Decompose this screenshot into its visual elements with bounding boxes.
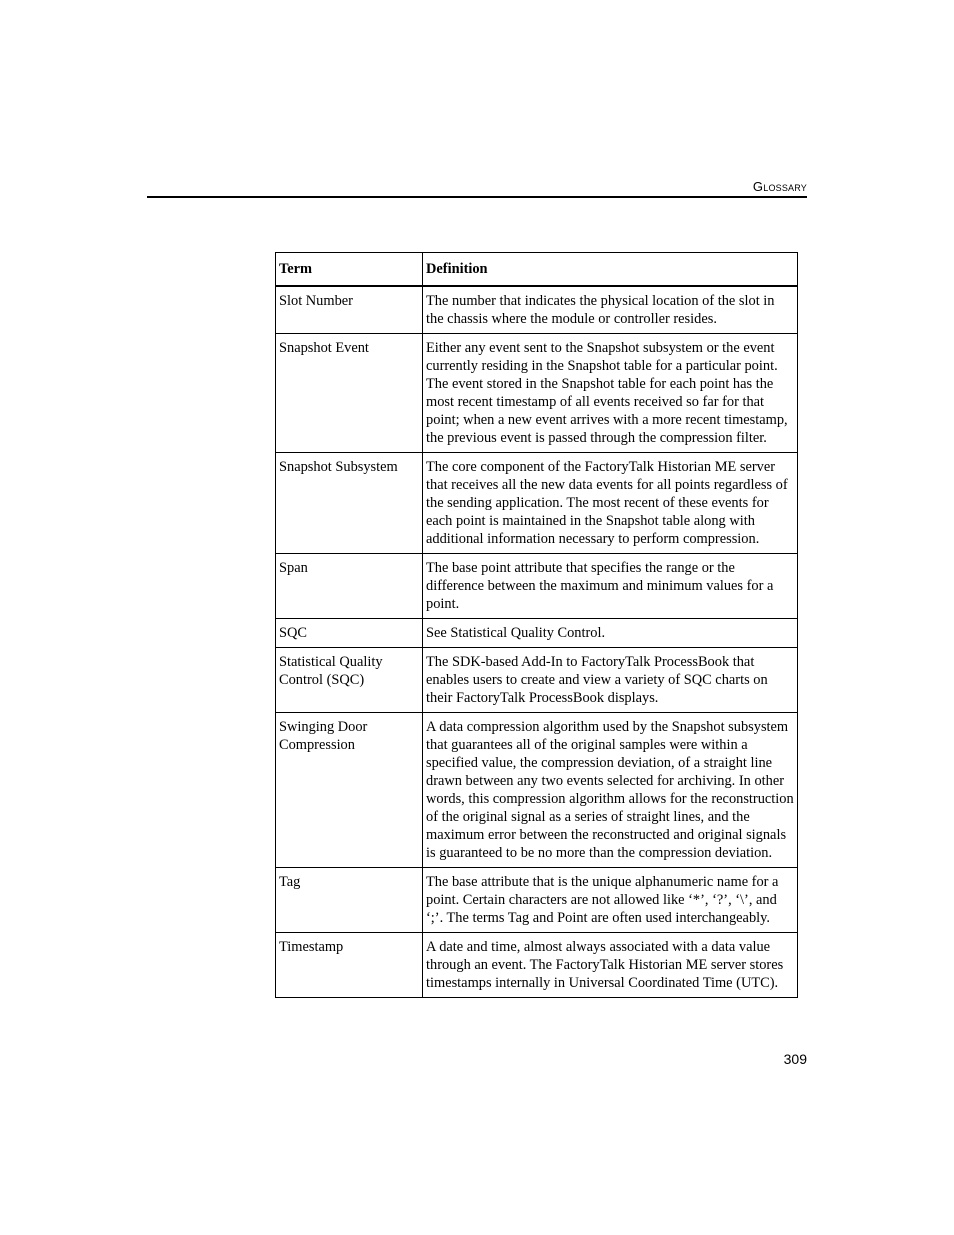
- table-row: [276, 868, 798, 933]
- term-cell: Snapshot Event: [276, 334, 423, 453]
- term-cell: Swinging Door Compression: [276, 713, 423, 868]
- definition-cell: A date and time, almost always associated with a data value through an event. The FactoryTalk Historian ME server stores timestamps internally in Universal Coordinated Time (UTC).: [423, 933, 798, 998]
- term-cell: Tag: [276, 868, 423, 933]
- table-row: [276, 334, 798, 453]
- table-row: [276, 286, 798, 334]
- term-cell: Span: [276, 554, 423, 619]
- definition-cell: The number that indicates the physical location of the slot in the chassis where the module or controller resides.: [423, 286, 798, 334]
- header-rule: [147, 196, 807, 198]
- term-cell: Timestamp: [276, 933, 423, 998]
- column-header-term: Term: [276, 253, 423, 287]
- table-header-row: [276, 253, 798, 287]
- table-row: [276, 713, 798, 868]
- term-cell: SQC: [276, 619, 423, 648]
- definition-cell: A data compression algorithm used by the Snapshot subsystem that guarantees all of the original samples were within a specified value, the compression deviation, of a straight line drawn between any two events selected for archiving. In other words, this compression algorithm allows for the reconstruction of the original signal as a series of straight lines, and the maximum error between the reconstructed and original signals is guaranteed to be no more than the compression deviation.: [423, 713, 798, 868]
- table-row: [276, 933, 798, 998]
- page-number: 309: [783, 1051, 807, 1067]
- column-header-definition: Definition: [423, 253, 798, 287]
- running-header: Glossary: [752, 179, 807, 194]
- definition-cell: Either any event sent to the Snapshot subsystem or the event currently residing in the Snapshot table for a particular point. The event stored in the Snapshot table for each point has the most recent timestamp of all events received so far for that point; when a new event arrives with a more recent timestamp, the previous event is passed through the compression filter.: [423, 334, 798, 453]
- table-row: [276, 619, 798, 648]
- table-row: [276, 453, 798, 554]
- table-row: [276, 648, 798, 713]
- definition-cell: The base attribute that is the unique alphanumeric name for a point. Certain characters are not allowed like ‘*’, ‘?’, ‘\’, and ‘;’. The terms Tag and Point are often used interchangeably.: [423, 868, 798, 933]
- definition-cell: The base point attribute that specifies the range or the difference between the maximum and minimum values for a point.: [423, 554, 798, 619]
- term-cell: Slot Number: [276, 286, 423, 334]
- term-cell: Snapshot Subsystem: [276, 453, 423, 554]
- definition-cell: See Statistical Quality Control.: [423, 619, 798, 648]
- definition-cell: The core component of the FactoryTalk Historian ME server that receives all the new data events for all points regardless of the sending application. The most recent of these events for each point is maintained in the Snapshot table along with additional information necessary to perform compression.: [423, 453, 798, 554]
- definition-cell: The SDK-based Add-In to FactoryTalk ProcessBook that enables users to create and view a variety of SQC charts on their FactoryTalk ProcessBook displays.: [423, 648, 798, 713]
- table-row: [276, 554, 798, 619]
- glossary-table: [275, 252, 798, 998]
- term-cell: Statistical Quality Control (SQC): [276, 648, 423, 713]
